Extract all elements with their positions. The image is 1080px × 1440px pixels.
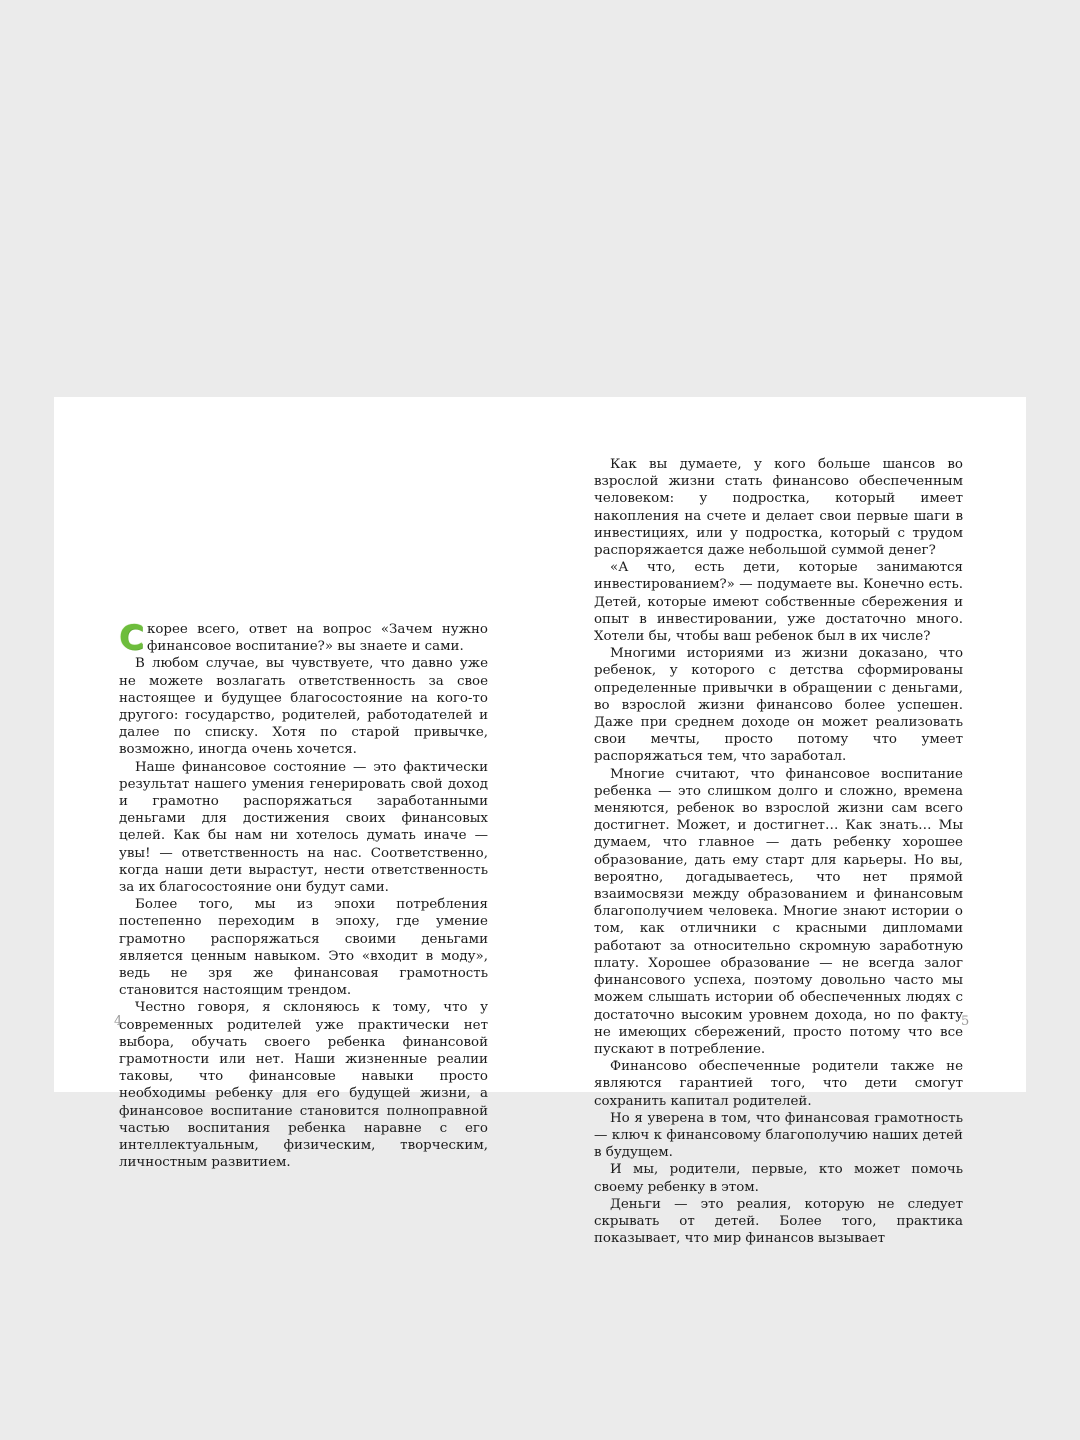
book-spread: [54, 397, 1026, 1247]
paragraph: Многими историями из жизни доказано, что ребенок, у которого с детства сформированы определенные привычки в обращении с деньгами, во взрослой жизни финансово более успешен. Даже при среднем доходе он может реализовать свои мечты, просто потому что умеет распоряжаться тем, что заработал.: [594, 646, 963, 765]
paragraph: Деньги — это реалия, которую не следует скрывать от детей. Более того, практика показывает, что мир финансов вызывает: [594, 1196, 963, 1247]
paragraph: Более того, мы из эпохи потребления постепенно переходим в эпоху, где умение грамотно распоряжаться своими деньгами является ценным навыком. Это «входит в моду», ведь не зря же финансовая грамотность становится настоящим трендом.: [119, 897, 488, 999]
first-paragraph-text: корее всего, ответ на вопрос «Зачем нужно финансовое воспитание?» вы знаете и сами.: [146, 622, 488, 655]
paragraph: Но я уверена в том, что финансовая грамотность — ключ к финансовому благополучию наших детей в будущем.: [594, 1110, 963, 1161]
paragraph-1: [119, 618, 488, 658]
drop-cap: С: [119, 618, 144, 658]
left-page: [54, 397, 540, 1171]
paragraph: «А что, есть дети, которые занимаются инвестированием?» — подумаете вы. Конечно есть. Детей, которые имеют собственные сбережения и опыт в инвестировании, уже достаточно много. Хотели бы, чтобы ваш ребенок был в их числе?: [594, 560, 963, 645]
paragraph: Многие считают, что финансовое воспитание ребенка — это слишком долго и сложно, времена меняются, ребенок во взрослой жизни сам всего достигнет. Может, и достигнет… Как знать… Мы думаем, что главное — дать ребенку хорошее образование, дать ему старт для карьеры. Но вы, вероятно, догадываетесь, что нет прямой взаимосвязи между образованием и финансовым благополучием человека. Многие знают истории о том, как отличники с красными дипломами работают за относительно скромную заработную плату. Хорошее образование — не всегда залог финансового успеха, поэтому довольно часто мы можем слышать истории об обеспеченных людях с достаточно высоким уровнем дохода, но по факту не имеющих сбережений, просто потому что все пускают в потребление.: [594, 766, 963, 1057]
paragraph: Честно говоря, я склоняюсь к тому, что у современных родителей уже практически нет выбора, обучать своего ребенка финансовой грамотности или нет. Наши жизненные реалии таковы, что финансовые навыки просто необходимы ребенку для его будущей жизни, а финансовое воспитание становится полноправной частью воспитания ребенка наравне с его интеллектуальным, физическим, творческим, личностным развитием.: [119, 1000, 488, 1171]
right-page-text: [594, 456, 963, 1247]
paragraph: Наше финансовое состояние — это фактически результат нашего умения генерировать свой доход и грамотно распоряжаться заработанными деньгами для достижения своих финансовых целей. Как бы нам ни хотелось думать иначе — увы! — ответственность на нас. Соответственно, когда наши дети вырастут, нести ответственность за их благосостояние они будут сами.: [119, 759, 488, 896]
paragraph: И мы, родители, первые, кто может помочь своему ребенку в этом.: [594, 1162, 963, 1195]
page-number-right: 5: [961, 1014, 970, 1029]
left-page-text: [119, 618, 488, 1172]
paragraph: Финансово обеспеченные родители также не являются гарантией того, что дети смогут сохранить капитал родителей.: [594, 1059, 963, 1109]
page-number-left: 4: [114, 1014, 123, 1029]
paragraph: В любом случае, вы чувствуете, что давно уже не можете возлагать ответственность за свое настоящее и будущее благосостояние на кого-то другого: государство, родителей, работодателей и далее по списку. Хотя по старой привычке, возможно, иногда очень хочется.: [119, 656, 488, 758]
right-page: [540, 397, 1026, 1247]
paragraph: Как вы думаете, у кого больше шансов во взрослой жизни стать финансово обеспеченным человеком: у подростка, который имеет накопления на счете и делает свои первые шаги в инвестициях, или у подростка, который с трудом распоряжается даже небольшой суммой денег?: [594, 457, 963, 559]
